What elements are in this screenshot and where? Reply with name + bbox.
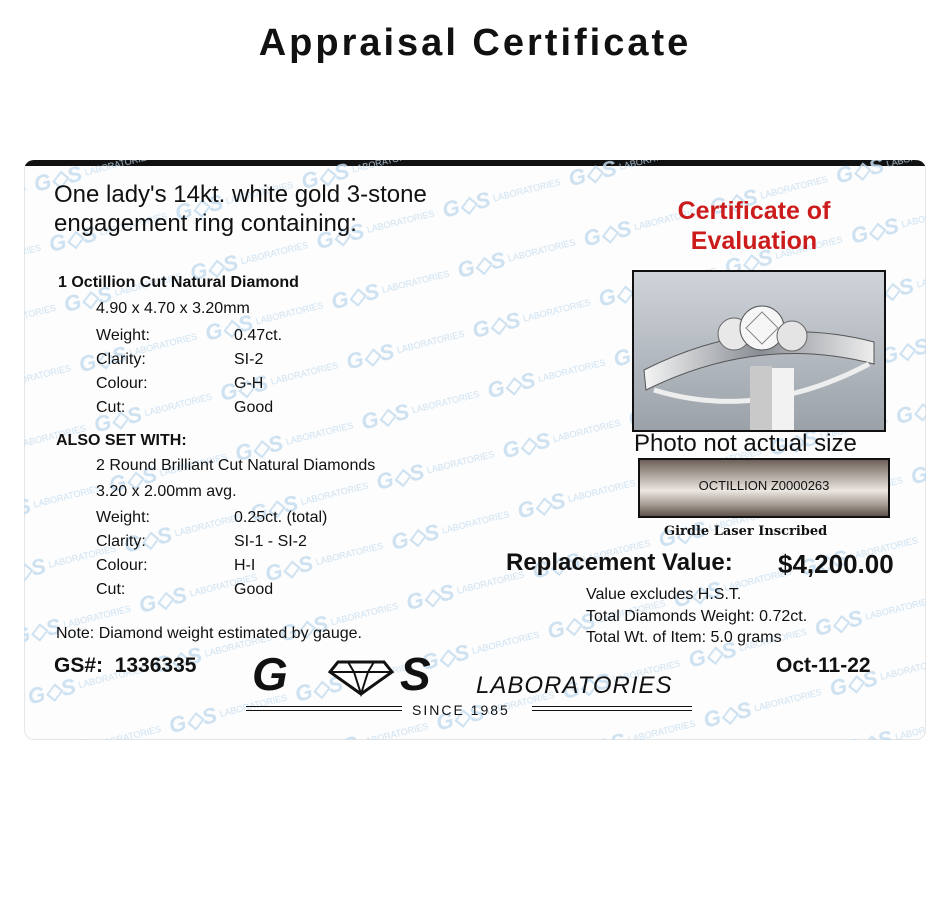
side-stones-description: 2 Round Brilliant Cut Natural Diamonds: [96, 457, 376, 474]
laser-caption: Girdle Laser Inscribed: [664, 524, 828, 539]
main-stone-dimensions: 4.90 x 4.70 x 3.20mm: [96, 300, 250, 317]
spec-value: 0.25ct. (total): [234, 509, 328, 526]
ring-image: [634, 272, 884, 430]
replacement-value-amount: $4,200.00: [778, 549, 894, 579]
spec-value: 0.47ct.: [234, 327, 283, 344]
laser-inscription-photo: [638, 458, 890, 518]
main-stone-heading: 1 Octillion Cut Natural Diamond: [58, 274, 299, 291]
spec-value: Good: [234, 399, 274, 416]
side-stones-colour: [96, 554, 255, 578]
side-stones-dimensions: 3.20 x 2.00mm avg.: [96, 483, 237, 500]
main-stone-colour: [96, 372, 263, 396]
ring-description: One lady's 14kt. white gold 3-stone engagement ring containing:: [54, 181, 427, 237]
ring-photo: [632, 270, 886, 432]
replacement-value-label: Replacement Value:: [506, 549, 733, 576]
gs-number-value: 1336335: [114, 654, 197, 677]
side-stones-clarity: [96, 530, 307, 554]
logo-rule-right: [532, 706, 692, 707]
value-note-hst: Value excludes H.S.T.: [586, 586, 742, 603]
logo-laboratories: LABORATORIES: [476, 672, 673, 699]
main-stone-clarity: [96, 348, 263, 372]
certificate-card: [24, 160, 926, 740]
svg-text:S: S: [400, 652, 431, 698]
value-note-total-weight: Total Diamonds Weight: 0.72ct.: [586, 608, 808, 625]
logo-rule-left: [246, 706, 402, 707]
value-note-item-weight: Total Wt. of Item: 5.0 grams: [586, 629, 782, 646]
page-title: Appraisal Certificate: [258, 22, 692, 64]
spec-value: SI-1 - SI-2: [234, 533, 307, 550]
gs-number-label: GS#:: [54, 654, 104, 677]
logo-rule-right-2: [532, 710, 692, 711]
photo-caption: Photo not actual size: [634, 430, 857, 457]
svg-text:G: G: [252, 652, 286, 698]
spec-label: Clarity:: [96, 351, 146, 368]
spec-value: SI-2: [234, 351, 264, 368]
spec-label: Clarity:: [96, 533, 146, 550]
spec-label: Weight:: [96, 509, 150, 526]
spec-label: Colour:: [96, 557, 148, 574]
certificate-date: Oct-11-22: [776, 654, 871, 677]
main-stone-cut: [96, 396, 273, 420]
laser-inscription-text: OCTILLION Z0000263: [698, 478, 830, 493]
gs-logo-mark: [250, 652, 480, 698]
side-stones-cut: [96, 578, 273, 602]
certificate-title: Certificate of Evaluation: [677, 197, 831, 255]
spec-label: Weight:: [96, 327, 150, 344]
spec-value: G-H: [234, 375, 264, 392]
main-stone-weight: [96, 324, 282, 348]
gs-number: [54, 654, 196, 678]
spec-value: Good: [234, 581, 274, 598]
logo-since: SINCE 1985: [412, 702, 510, 718]
logo-rule-left-2: [246, 710, 402, 711]
side-stones-weight: [96, 506, 327, 530]
spec-label: Cut:: [96, 399, 126, 416]
weight-note: Note: Diamond weight estimated by gauge.: [56, 625, 362, 642]
side-stones-heading: ALSO SET WITH:: [56, 432, 187, 449]
spec-value: H-I: [234, 557, 256, 574]
spec-label: Colour:: [96, 375, 148, 392]
spec-label: Cut:: [96, 581, 126, 598]
